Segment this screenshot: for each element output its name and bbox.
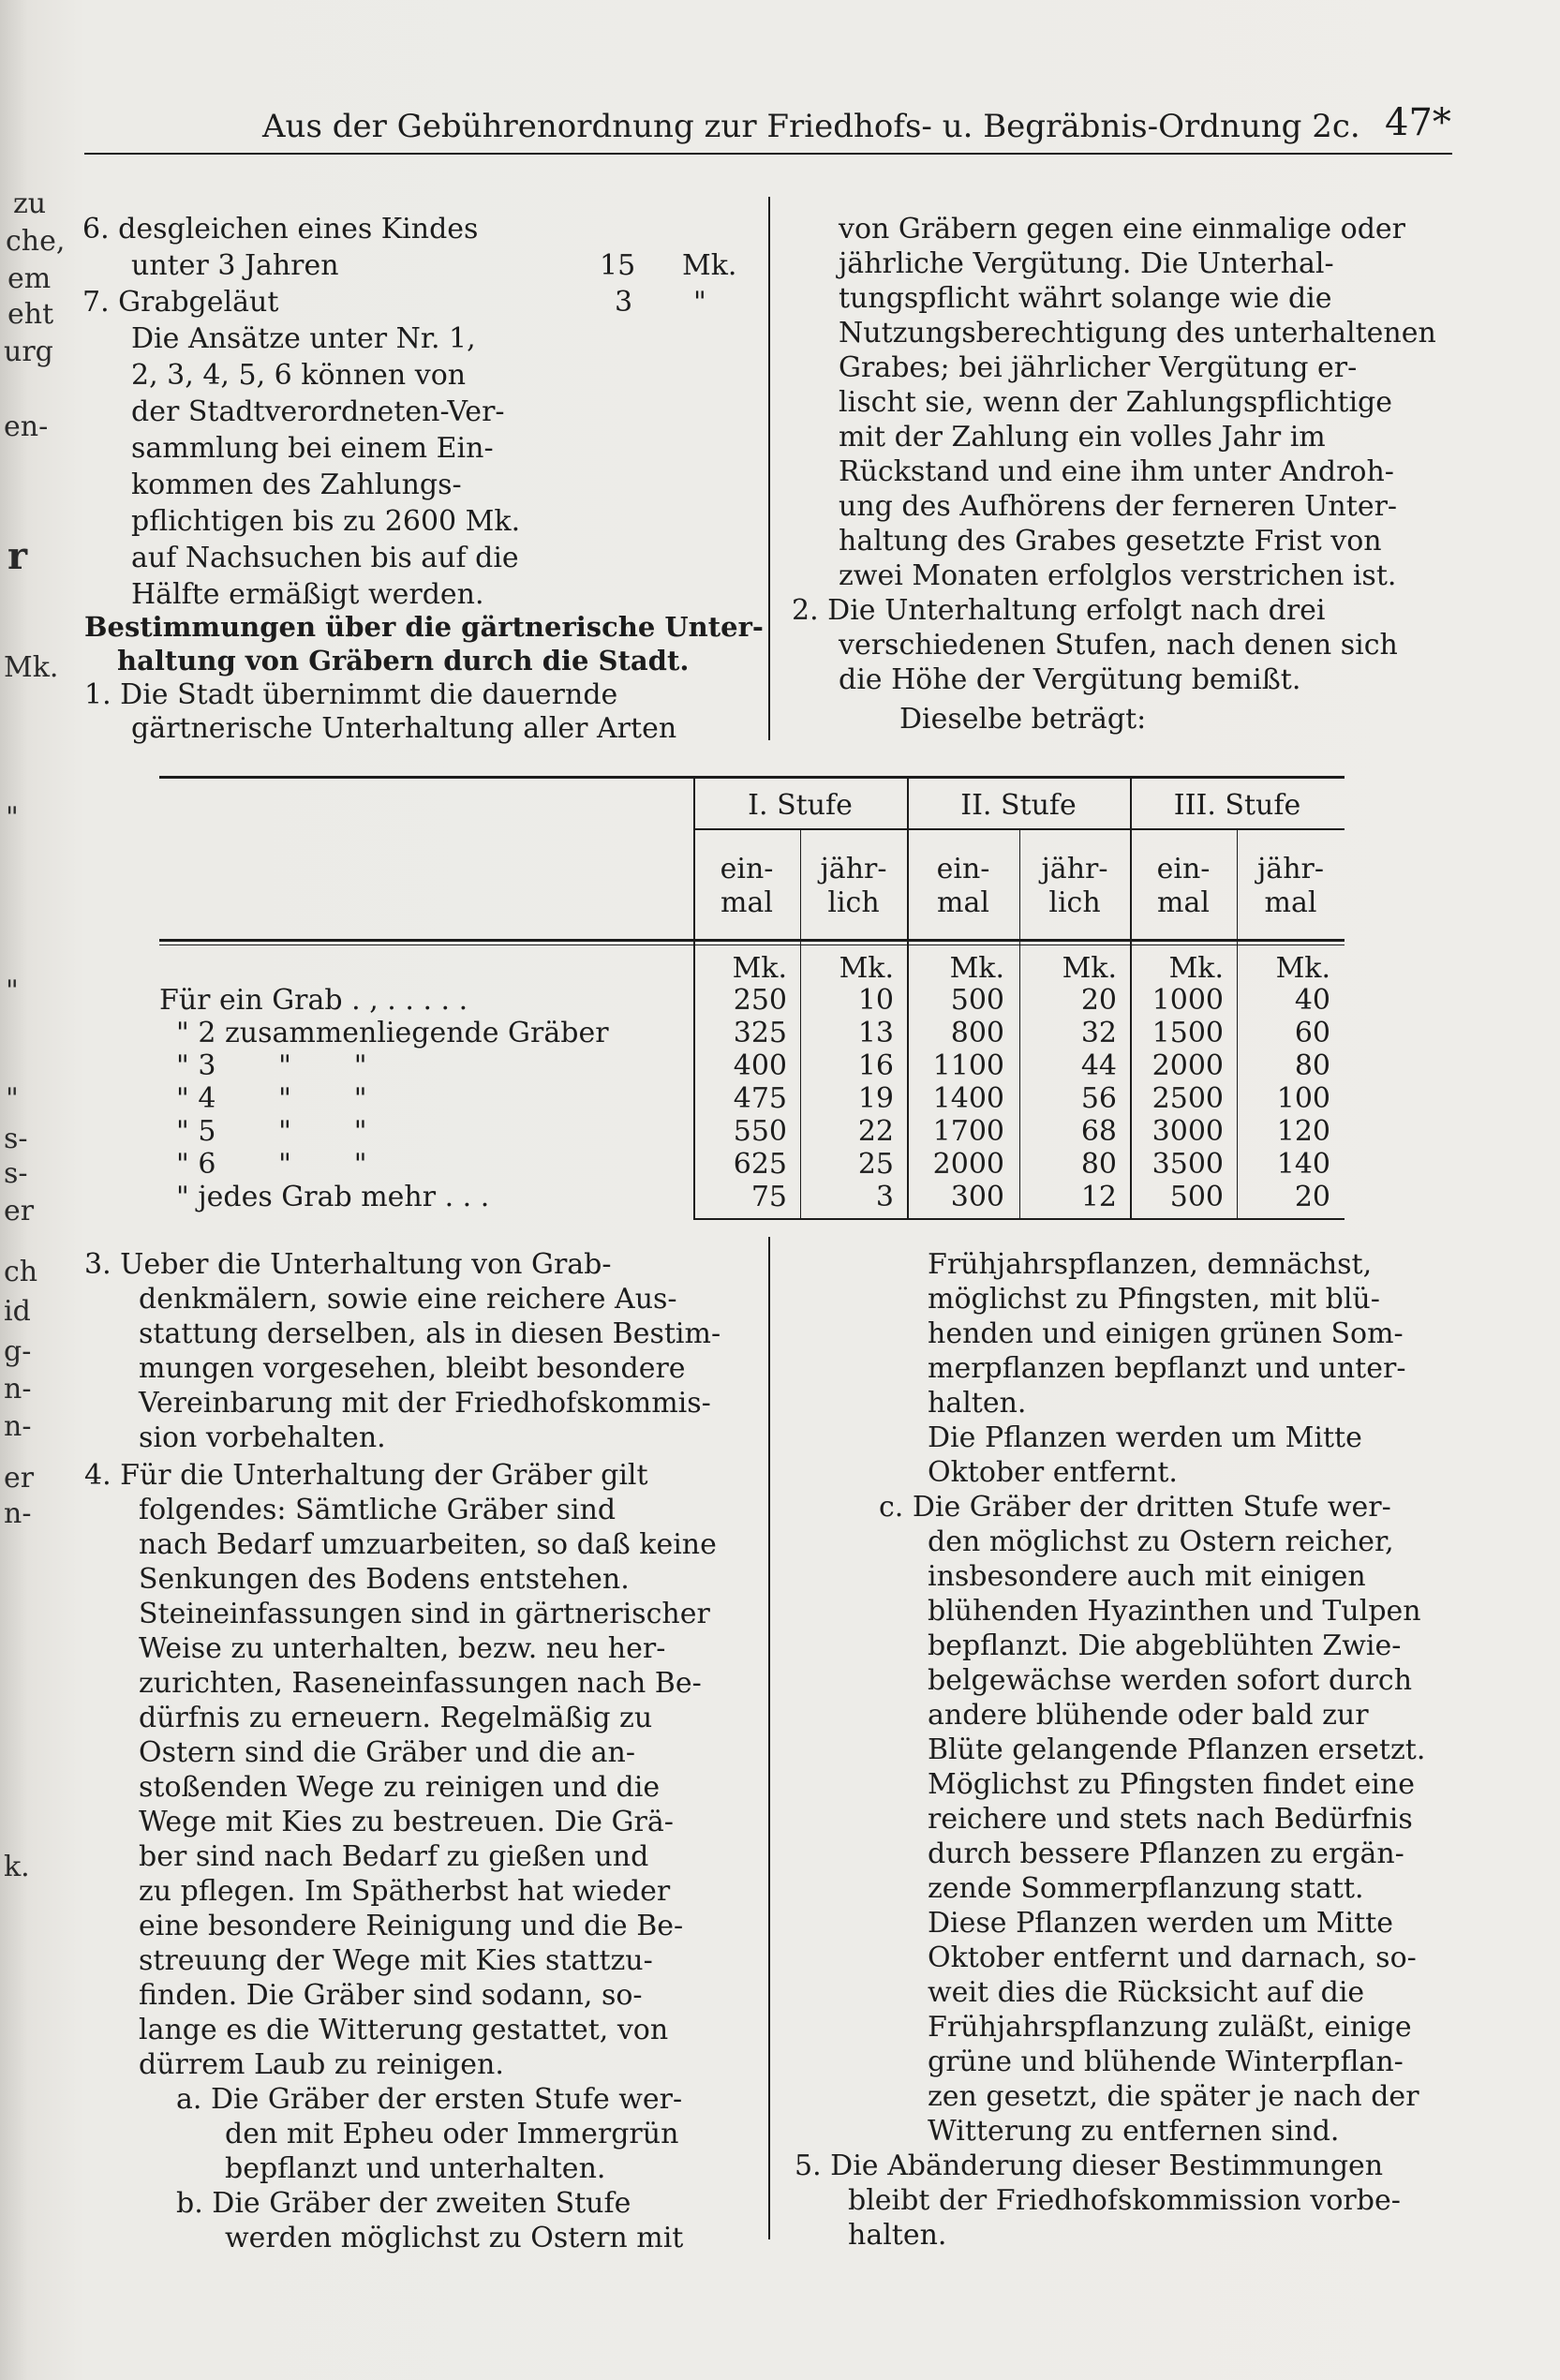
text-line: Rückstand und eine ihm unter Androh-: [839, 455, 1394, 488]
text-line: Grabes; bei jährlicher Vergütung er-: [839, 351, 1358, 384]
text-line: Wege mit Kies zu bestreuen. Die Grä-: [139, 1806, 674, 1838]
text-line: Oktober entfernt und darnach, so-: [928, 1941, 1417, 1974]
margin-fragment: em: [7, 262, 52, 295]
table-cell: 19: [857, 1082, 894, 1115]
text-line: bepflanzt. Die abgeblühten Zwie-: [928, 1629, 1402, 1662]
text-line: sammlung bei einem Ein-: [131, 432, 494, 465]
table-row-label: Für ein Grab . , . . . . .: [159, 984, 468, 1017]
text-line: kommen des Zahlungs-: [131, 469, 462, 501]
table-cell: 475: [733, 1082, 787, 1115]
table-row-label: " 6 " ": [176, 1148, 367, 1181]
margin-fragment: ": [6, 801, 19, 834]
table-cell: 44: [1080, 1049, 1117, 1082]
margin-fragment: ": [6, 974, 19, 1007]
text-line: dürfnis zu erneuern. Regelmäßig zu: [139, 1702, 653, 1734]
text-line: folgendes: Sämtliche Gräber sind: [139, 1494, 617, 1526]
margin-fragment: er: [4, 1462, 35, 1495]
margin-fragment: s-: [4, 1123, 28, 1155]
table-subheader: mal: [937, 886, 989, 919]
table-unit: Mk.: [949, 952, 1004, 985]
table-row-label: " 2 zusammenliegende Gräber: [176, 1017, 609, 1049]
text-line: finden. Die Gräber sind sodann, so-: [139, 1979, 643, 2012]
text-line: streuung der Wege mit Kies stattzu-: [139, 1944, 653, 1977]
text-line: insbesondere auch mit einigen: [928, 1560, 1366, 1593]
text-line: Hälfte ermäßigt werden.: [131, 578, 484, 611]
running-header: Aus der Gebührenordnung zur Friedhofs- u. Begräbnis-Ordnung 2c.: [262, 108, 1360, 145]
table-subheader: ein-: [720, 853, 774, 885]
text-line: der Stadtverordneten-Ver-: [131, 395, 505, 428]
text-line: belgewächse werden sofort durch: [928, 1664, 1413, 1697]
table-subheader: ein-: [936, 853, 990, 885]
table-cell: 120: [1276, 1115, 1330, 1148]
text-line: denkmälern, sowie eine reichere Aus-: [139, 1283, 677, 1316]
text-line: weit dies die Rücksicht auf die: [928, 1976, 1365, 2009]
table-row-label: " jedes Grab mehr . . .: [176, 1181, 490, 1213]
margin-fragment: k.: [4, 1851, 30, 1883]
text-line: blühenden Hyazinthen und Tulpen: [928, 1595, 1421, 1628]
margin-fragment: er: [4, 1195, 35, 1227]
text-line: Frühjahrspflanzen, demnächst,: [928, 1248, 1373, 1281]
table-cell: 2500: [1151, 1082, 1224, 1115]
section-heading-line2: haltung von Gräbern durch die Stadt.: [117, 645, 690, 677]
margin-fragment: che,: [6, 225, 66, 258]
text-line: nach Bedarf umzuarbeiten, so daß keine: [139, 1528, 717, 1561]
text-line: lange es die Witterung gestattet, von: [139, 2014, 669, 2046]
text-line: 2. Die Unterhaltung erfolgt nach drei: [792, 594, 1326, 627]
text-line: tungspflicht währt solange wie die: [839, 282, 1332, 315]
table-cell: 68: [1080, 1115, 1117, 1148]
text-line: Die Ansätze unter Nr. 1,: [131, 322, 476, 355]
table-header-rule: [159, 939, 1345, 942]
text-line: zu pflegen. Im Spätherbst hat wieder: [139, 1875, 671, 1908]
text-line: zen gesetzt, die später je nach der: [928, 2080, 1419, 2113]
text-line: stoßenden Wege zu reinigen und die: [139, 1771, 661, 1804]
text-line: 7. Grabgeläut: [82, 286, 279, 319]
margin-fragment: ch: [4, 1256, 38, 1288]
text-line: Dieselbe beträgt:: [899, 703, 1147, 736]
table-cell: 22: [857, 1115, 894, 1148]
margin-fragment: r: [7, 534, 28, 578]
text-line: Vereinbarung mit der Friedhofskommis-: [139, 1387, 711, 1420]
table-cell: 3500: [1151, 1148, 1224, 1181]
table-row-label: " 5 " ": [176, 1115, 367, 1148]
amount-3: 3: [615, 286, 633, 319]
table-top-rule: [159, 776, 1345, 779]
text-line: b. Die Gräber der zweiten Stufe: [176, 2187, 631, 2220]
text-line: 5. Die Abänderung dieser Bestimmungen: [795, 2149, 1384, 2182]
table-subheader: lich: [1048, 886, 1101, 919]
text-line: den möglichst zu Ostern reicher,: [928, 1525, 1394, 1558]
text-line: grüne und blühende Winterpflan-: [928, 2045, 1404, 2078]
table-cell: 16: [857, 1049, 894, 1082]
table-cell: 325: [733, 1017, 787, 1049]
text-line: mungen vorgesehen, bleibt besondere: [139, 1352, 686, 1385]
table-cell: 60: [1294, 1017, 1330, 1049]
text-line: Möglichst zu Pfingsten findet eine: [928, 1768, 1416, 1801]
text-line: unter 3 Jahren: [131, 249, 339, 282]
table-cell: 1700: [932, 1115, 1004, 1148]
table-stufe-header: II. Stufe: [960, 789, 1077, 822]
table-cell: 800: [950, 1017, 1004, 1049]
table-cell: 25: [857, 1148, 894, 1181]
section-heading-line1: Bestimmungen über die gärtnerische Unter-: [84, 611, 764, 643]
table-subheader: mal: [721, 886, 773, 919]
margin-fragment: s-: [4, 1157, 28, 1190]
amount-15: 15: [600, 249, 636, 282]
table-stufe-header: I. Stufe: [748, 789, 853, 822]
text-line: von Gräbern gegen eine einmalige oder: [839, 213, 1405, 245]
table-subheader: jähr-: [1041, 853, 1108, 885]
table-unit: Mk.: [732, 952, 787, 985]
table-unit: Mk.: [1168, 952, 1224, 985]
text-line: auf Nachsuchen bis auf die: [131, 542, 519, 574]
column-divider-bottom: [768, 1237, 770, 2239]
text-line: Oktober entfernt.: [928, 1456, 1178, 1489]
text-line: den mit Epheu oder Immergrün: [225, 2118, 679, 2150]
text-line: henden und einigen grünen Som-: [928, 1317, 1404, 1350]
text-line: a. Die Gräber der ersten Stufe wer-: [176, 2083, 683, 2116]
text-line: die Höhe der Vergütung bemißt.: [839, 663, 1301, 696]
table-subheader: lich: [827, 886, 880, 919]
text-line: stattung derselben, als in diesen Bestim-: [139, 1317, 721, 1350]
text-line: ber sind nach Bedarf zu gießen und: [139, 1840, 649, 1873]
table-unit: Mk.: [1275, 952, 1330, 985]
table-unit: Mk.: [839, 952, 894, 985]
table-cell: 80: [1294, 1049, 1330, 1082]
text-line: Steineinfassungen sind in gärtnerischer: [139, 1598, 710, 1630]
table-cell: 250: [733, 984, 787, 1017]
text-line: 2, 3, 4, 5, 6 können von: [131, 359, 467, 392]
table-cell: 2000: [932, 1148, 1004, 1181]
text-line: Ostern sind die Gräber und die an-: [139, 1736, 635, 1769]
table-cell: 1000: [1151, 984, 1224, 1017]
text-line: andere blühende oder bald zur: [928, 1699, 1369, 1732]
table-cell: 2000: [1151, 1049, 1224, 1082]
table-cell: 400: [733, 1049, 787, 1082]
text-line: jährliche Vergütung. Die Unterhal-: [839, 247, 1334, 280]
table-cell: 12: [1080, 1181, 1117, 1213]
text-line: durch bessere Pflanzen zu ergän-: [928, 1837, 1404, 1870]
text-line: Frühjahrspflanzung zuläßt, einige: [928, 2011, 1412, 2044]
margin-fragment: n-: [4, 1410, 32, 1443]
table-cell: 3000: [1151, 1115, 1224, 1148]
table-row-label: " 3 " ": [176, 1049, 367, 1082]
table-cell: 80: [1080, 1148, 1117, 1181]
table-cell: 3: [875, 1181, 894, 1213]
text-line: c. Die Gräber der dritten Stufe wer-: [879, 1491, 1391, 1524]
text-line: 4. Für die Unterhaltung der Gräber gilt: [84, 1459, 648, 1492]
text-line: lischt sie, wenn der Zahlungspflichtige: [839, 386, 1392, 419]
text-line: verschiedenen Stufen, nach denen sich: [839, 629, 1398, 662]
margin-fragment: ": [6, 1082, 19, 1115]
text-line: bepflanzt und unterhalten.: [225, 2152, 606, 2185]
text-line: werden möglichst zu Ostern mit: [225, 2222, 684, 2254]
text-line: reichere und stets nach Bedürfnis: [928, 1803, 1413, 1836]
table-cell: 20: [1080, 984, 1117, 1017]
text-line: sion vorbehalten.: [139, 1421, 386, 1454]
margin-fragment: urg: [4, 335, 53, 368]
text-line: ung des Aufhörens der ferneren Unter-: [839, 490, 1398, 523]
text-line: möglichst zu Pfingsten, mit blü-: [928, 1283, 1380, 1316]
table-cell: 1400: [932, 1082, 1004, 1115]
table-cell: 75: [750, 1181, 787, 1213]
margin-fragment: n-: [4, 1373, 32, 1406]
table-cell: 550: [733, 1115, 787, 1148]
table-cell: 1500: [1151, 1017, 1224, 1049]
text-line: dürrem Laub zu reinigen.: [139, 2048, 504, 2081]
table-cell: 20: [1294, 1181, 1330, 1213]
text-line: 1. Die Stadt übernimmt die dauernde: [84, 678, 618, 711]
unit-mk: Mk.: [682, 249, 737, 282]
table-cell: 140: [1276, 1148, 1330, 1181]
table-bottom-rule: [693, 1218, 1345, 1220]
text-line: zwei Monaten erfolglos verstrichen ist.: [839, 559, 1397, 592]
text-line: Witterung zu entfernen sind.: [928, 2115, 1340, 2148]
margin-fragment: zu: [13, 187, 47, 220]
margin-fragment: eht: [7, 298, 54, 331]
table-unit: Mk.: [1062, 952, 1117, 985]
table-subheader: jähr-: [820, 853, 887, 885]
text-line: Diese Pflanzen werden um Mitte: [928, 1907, 1393, 1940]
text-line: haltung des Grabes gesetzte Frist von: [839, 525, 1382, 558]
text-line: mit der Zahlung ein volles Jahr im: [839, 421, 1326, 454]
text-line: Weise zu unterhalten, bezw. neu her-: [139, 1632, 666, 1665]
table-cell: 1100: [932, 1049, 1004, 1082]
table-row-label: " 4 " ": [176, 1082, 367, 1115]
text-line: zurichten, Raseneinfassungen nach Be-: [139, 1667, 702, 1700]
text-line: Senkungen des Bodens entstehen.: [139, 1563, 630, 1596]
column-divider-top: [768, 197, 770, 740]
text-line: zende Sommerpflanzung statt.: [928, 1872, 1364, 1905]
text-line: pflichtigen bis zu 2600 Mk.: [131, 505, 521, 538]
table-subheader: mal: [1157, 886, 1210, 919]
text-line: halten.: [928, 1387, 1027, 1420]
margin-fragment: id: [4, 1295, 31, 1328]
table-cell: 40: [1294, 984, 1330, 1017]
table-cell: 13: [857, 1017, 894, 1049]
table-cell: 500: [1169, 1181, 1224, 1213]
table-cell: 56: [1080, 1082, 1117, 1115]
table-subheader: mal: [1264, 886, 1317, 919]
margin-fragment: en-: [4, 410, 49, 443]
table-cell: 300: [950, 1181, 1004, 1213]
table-cell: 100: [1276, 1082, 1330, 1115]
margin-fragment: g-: [4, 1335, 32, 1368]
text-line: eine besondere Reinigung und die Be-: [139, 1910, 684, 1942]
text-line: 6. desgleichen eines Kindes: [82, 213, 479, 245]
unit-ditto: ": [693, 286, 706, 319]
text-line: bleibt der Friedhofskommission vorbe-: [848, 2184, 1401, 2217]
table-stufe-header: III. Stufe: [1173, 789, 1301, 822]
text-line: Nutzungsberechtigung des unterhaltenen: [839, 317, 1436, 350]
text-line: halten.: [848, 2219, 947, 2252]
header-rule: [84, 153, 1452, 155]
margin-fragment: Mk.: [4, 651, 59, 684]
text-line: 3. Ueber die Unterhaltung von Grab-: [84, 1248, 612, 1281]
table-cell: 32: [1080, 1017, 1117, 1049]
page-number: 47*: [1385, 101, 1451, 144]
margin-fragment: n-: [4, 1497, 32, 1530]
table-subheader: ein-: [1156, 853, 1211, 885]
text-line: Blüte gelangende Pflanzen ersetzt.: [928, 1733, 1426, 1766]
text-line: merpflanzen bepflanzt und unter-: [928, 1352, 1406, 1385]
table-cell: 625: [733, 1148, 787, 1181]
table-subheader: jähr-: [1257, 853, 1324, 885]
table-cell: 500: [950, 984, 1004, 1017]
text-line: Die Pflanzen werden um Mitte: [928, 1421, 1362, 1454]
table-cell: 10: [857, 984, 894, 1017]
text-line: gärtnerische Unterhaltung aller Arten: [131, 712, 677, 745]
